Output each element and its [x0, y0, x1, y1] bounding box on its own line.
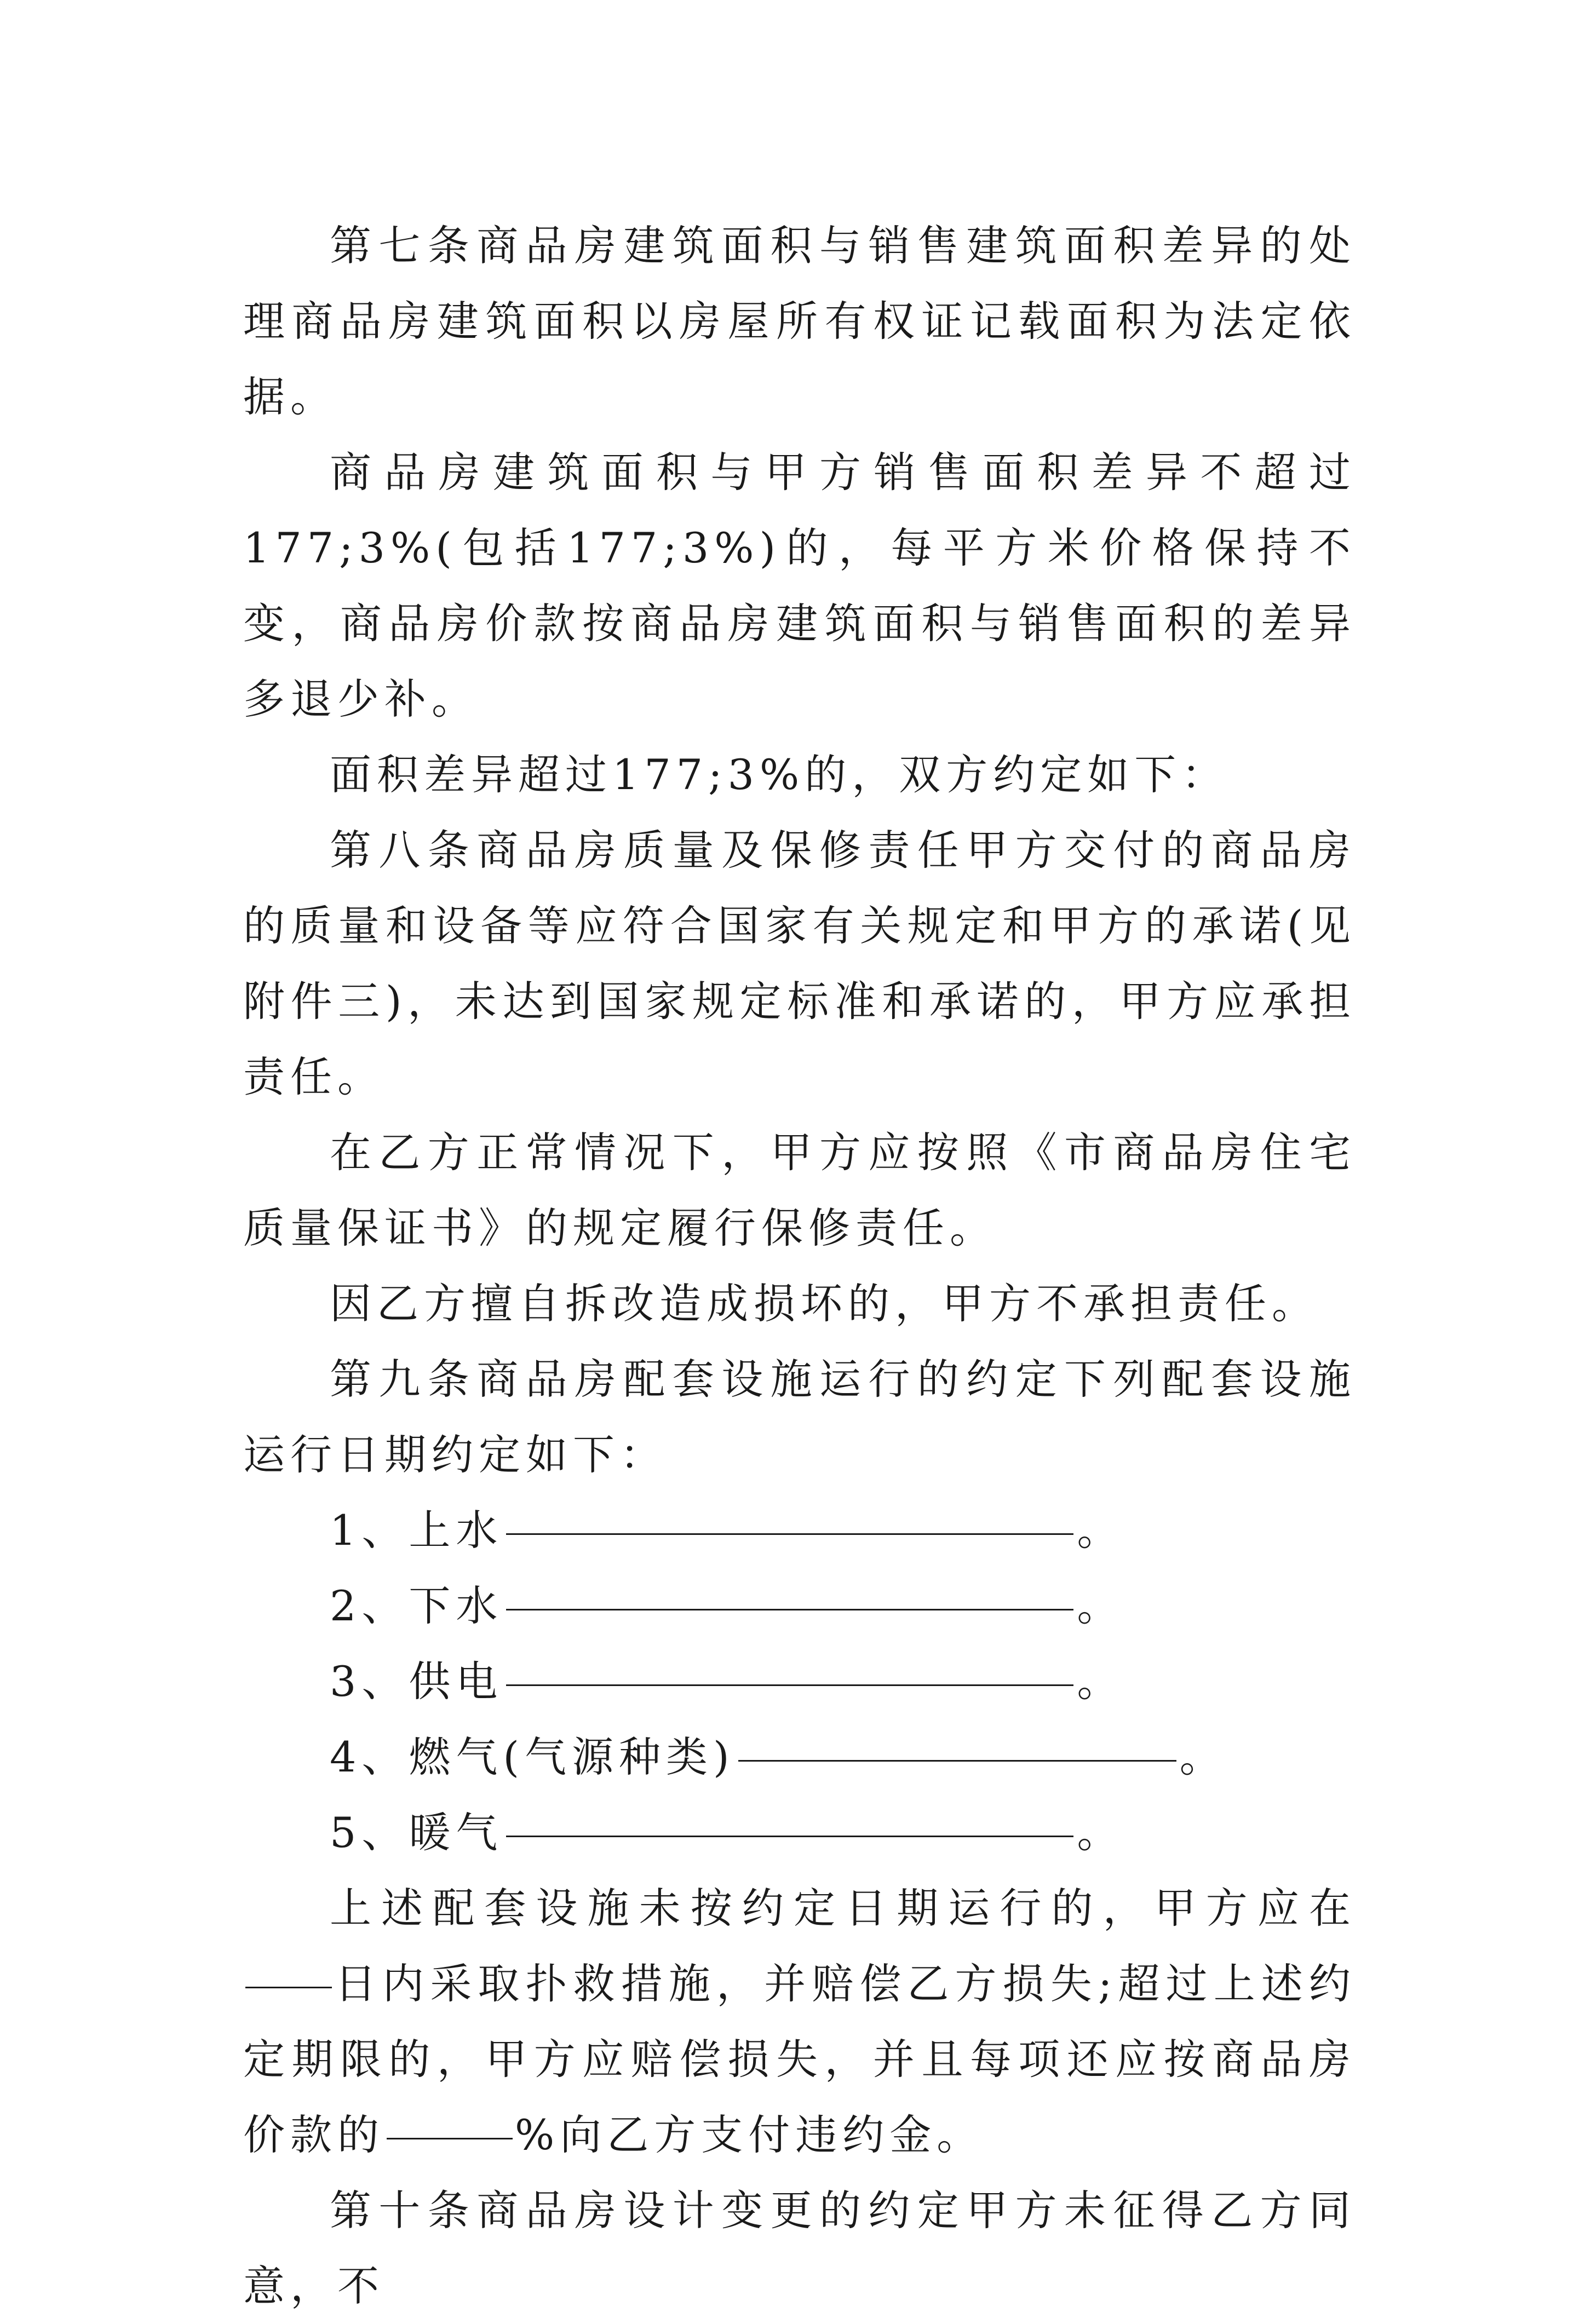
fill-in-blank[interactable]: [506, 1533, 1073, 1535]
area-difference-exceed-paragraph: 面积差异超过177;3%的，双方约定如下：: [330, 750, 1229, 799]
facility-item-power: [243, 1644, 1356, 1719]
penalty-text-3: %向乙方支付违约金。: [515, 2110, 984, 2159]
facility-item-end: 。: [1077, 1581, 1124, 1630]
facility-item-label: 1、上水: [330, 1506, 503, 1555]
days-blank[interactable]: [245, 1986, 332, 1988]
article-10-paragraph: 第十条商品房设计变更的约定甲方未征得乙方同意，不: [243, 2186, 1356, 2310]
facility-item-water-supply: [243, 1493, 1356, 1568]
article-9-paragraph: 第九条商品房配套设施运行的约定下列配套设施运行日期约定如下：: [243, 1355, 1356, 1479]
penalty-paragraph: [243, 1871, 1356, 2173]
article-8-paragraph: 第八条商品房质量及保修责任甲方交付的商品房的质量和设备等应符合国家有关规定和甲方的承诺(见附件三)，未达到国家规定标准和承诺的，甲方应承担责任。: [243, 826, 1356, 1101]
penalty-text-2: 日内采取扑救措施，并赔偿乙方损失;超过上述约定期限的，甲方应赔偿损失，并且每项还应按商品房价款的: [243, 1959, 1356, 2159]
fill-in-blank[interactable]: [506, 1835, 1073, 1837]
facility-item-label: 4、燃气(气源种类): [330, 1733, 735, 1781]
article-7-paragraph: 第七条商品房建筑面积与销售建筑面积差异的处理商品房建筑面积以房屋所有权证记载面积为法定依据。: [243, 221, 1356, 421]
facility-item-end: 。: [1179, 1733, 1227, 1781]
fill-in-blank[interactable]: [738, 1759, 1176, 1762]
document-page: [243, 208, 1356, 2324]
facility-item-label: 5、暖气: [330, 1808, 503, 1857]
percent-blank[interactable]: [387, 2137, 513, 2139]
facility-item-gas: [243, 1719, 1356, 1795]
unauthorized-alteration-paragraph: 因乙方擅自拆改造成损坏的，甲方不承担责任。: [330, 1279, 1319, 1328]
facility-item-label: 3、供电: [330, 1657, 503, 1706]
facility-item-end: 。: [1077, 1506, 1124, 1555]
facility-item-end: 。: [1077, 1657, 1124, 1706]
facility-item-heating: [243, 1795, 1356, 1871]
facility-item-label: 2、下水: [330, 1581, 503, 1630]
fill-in-blank[interactable]: [506, 1684, 1073, 1686]
facility-item-end: 。: [1077, 1808, 1124, 1857]
area-difference-paragraph: 商品房建筑面积与甲方销售面积差异不超过177;3%(包括177;3%)的，每平方米价格保持不变，商品房价款按商品房建筑面积与销售面积的差异多退少补。: [243, 448, 1356, 723]
warranty-paragraph: 在乙方正常情况下，甲方应按照《市商品房住宅质量保证书》的规定履行保修责任。: [243, 1128, 1356, 1252]
facility-item-drainage: [243, 1568, 1356, 1644]
penalty-text-1: 上述配套设施未按约定日期运行的，甲方应在: [330, 1884, 1356, 1932]
fill-in-blank[interactable]: [506, 1608, 1073, 1610]
